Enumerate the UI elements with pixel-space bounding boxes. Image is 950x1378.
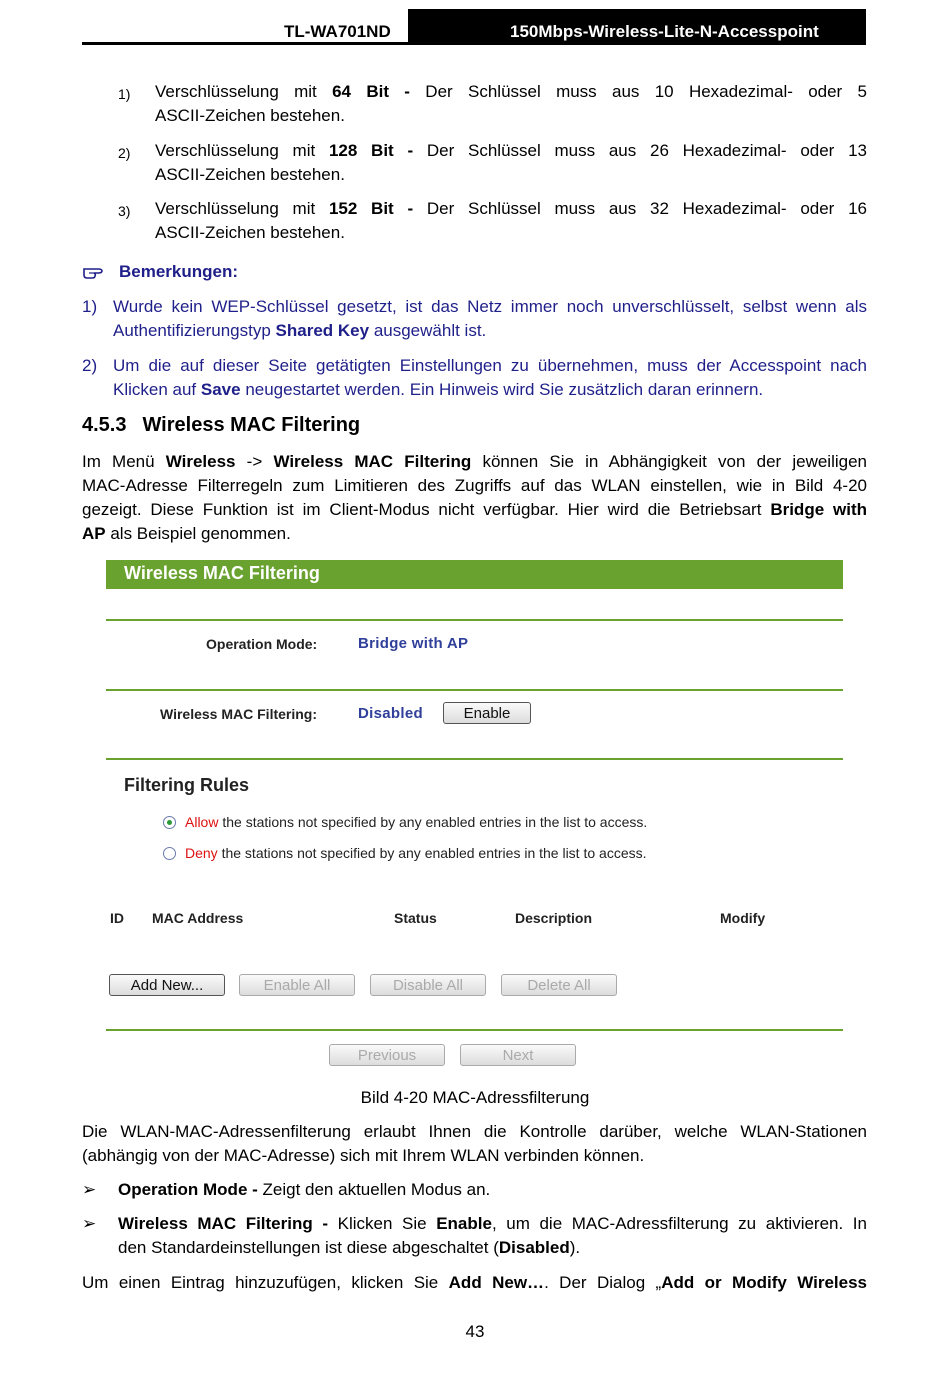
note-1-line2: Authentifizierungstyp Shared Key ausgewählt ist. [113, 321, 487, 340]
list-item-2: Verschlüsselung mit 128 Bit - Der Schlüssel muss aus 26 Hexadezimal- oder 13 [155, 141, 867, 160]
list-item-2-cont: ASCII-Zeichen bestehen. [155, 165, 345, 184]
header-model: TL-WA701ND [284, 22, 391, 41]
filtering-rules-title: Filtering Rules [124, 775, 250, 795]
column-header-id: ID [110, 910, 124, 926]
arrow-bullet-icon: ➢ [82, 1180, 97, 1199]
header-rule [82, 42, 866, 45]
intro-line3: gezeigt. Diese Funktion ist im Client-Modus nicht verfügbar. Hier wird die Betriebsart Bridge with [82, 500, 867, 519]
column-header-mac: MAC Address [152, 910, 244, 926]
note-2-line2: Klicken auf Save neugestartet werden. Ein Hinweis wird Sie zusätzlich daran erinnern. [113, 380, 764, 399]
deny-radio[interactable] [163, 847, 176, 860]
deny-rule-text: Deny the stations not specified by any enabled entries in the list to access. [185, 845, 647, 861]
enable-all-button[interactable]: Enable All [239, 974, 355, 996]
column-header-modify: Modify [720, 910, 766, 926]
delete-all-button[interactable]: Delete All [501, 974, 617, 996]
allow-rule-text: Allow the stations not specified by any enabled entries in the list to access. [185, 814, 648, 830]
column-header-status: Status [394, 910, 437, 926]
divider [106, 1029, 843, 1031]
list-item-1: Verschlüsselung mit 64 Bit - Der Schlüssel muss aus 10 Hexadezimal- oder 5 [155, 82, 867, 101]
previous-button[interactable]: Previous [329, 1044, 445, 1066]
header-product: 150Mbps-Wireless-Lite-N-Accesspoint [510, 22, 819, 41]
notes-title: Bemerkungen: [119, 262, 239, 281]
last-line: Um einen Eintrag hinzuzufügen, klicken Sie Add New…. Der Dialog „Add or Modify Wireless [82, 1273, 867, 1292]
intro-line1: Im Menü Wireless -> Wireless MAC Filtering können Sie in Abhängigkeit von der jeweiligen [82, 452, 867, 471]
bullet-operation-mode: Operation Mode - Zeigt den aktuellen Modus an. [118, 1180, 491, 1199]
list-item-1-cont: ASCII-Zeichen bestehen. [155, 106, 345, 125]
note-number: 1) [82, 297, 98, 316]
bullet-mac-filtering: Wireless MAC Filtering - Klicken Sie Enable, um die MAC-Adressfilterung zu aktivieren. In [118, 1214, 867, 1233]
allow-radio[interactable] [163, 816, 176, 829]
section-heading: 4.5.3 Wireless MAC Filtering [82, 414, 361, 436]
page-number: 43 [465, 1322, 485, 1341]
intro-line2: MAC-Adresse Filterregeln zum Limitieren des Zugriffs auf das WLAN einstellen, wie in Bild 4-20 [82, 476, 867, 495]
divider [106, 758, 843, 760]
list-number: 3) [118, 203, 131, 219]
para2-line2: (abhängig von der MAC-Adresse) sich mit Ihrem WLAN verbinden können. [82, 1146, 645, 1165]
intro-line4: AP als Beispiel genommen. [82, 524, 291, 543]
list-number: 2) [118, 145, 131, 161]
list-number: 1) [118, 86, 131, 102]
enable-button[interactable]: Enable [443, 702, 531, 724]
mac-filtering-label: Wireless MAC Filtering: [160, 706, 318, 722]
bullet-mac-filtering-cont: den Standardeinstellungen ist diese abgeschaltet (Disabled). [118, 1238, 581, 1257]
column-header-description: Description [515, 910, 593, 926]
figure-title: Wireless MAC Filtering [124, 563, 320, 583]
note-1-line1: Wurde kein WEP-Schlüssel gesetzt, ist das Netz immer noch unverschlüsselt, selbst wenn als [113, 297, 867, 316]
mac-filtering-status: Disabled [358, 705, 423, 722]
operation-mode-label: Operation Mode: [206, 636, 318, 652]
operation-mode-value: Bridge with AP [358, 635, 469, 652]
divider [106, 689, 843, 691]
figure-caption: Bild 4-20 MAC-Adressfilterung [360, 1088, 590, 1107]
list-item-3-cont: ASCII-Zeichen bestehen. [155, 223, 345, 242]
divider [106, 619, 843, 621]
arrow-bullet-icon: ➢ [82, 1214, 97, 1233]
note-number: 2) [82, 356, 98, 375]
disable-all-button[interactable]: Disable All [370, 974, 486, 996]
add-new-button[interactable]: Add New... [109, 974, 225, 996]
note-2-line1: Um die auf dieser Seite getätigten Einstellungen zu übernehmen, muss der Accesspoint nach [113, 356, 867, 375]
list-item-3: Verschlüsselung mit 152 Bit - Der Schlüssel muss aus 32 Hexadezimal- oder 16 [155, 199, 867, 218]
pointing-hand-icon [82, 261, 110, 286]
next-button[interactable]: Next [460, 1044, 576, 1066]
para2-line1: Die WLAN-MAC-Adressenfilterung erlaubt Ihnen die Kontrolle darüber, welche WLAN-Stationen [82, 1122, 867, 1141]
